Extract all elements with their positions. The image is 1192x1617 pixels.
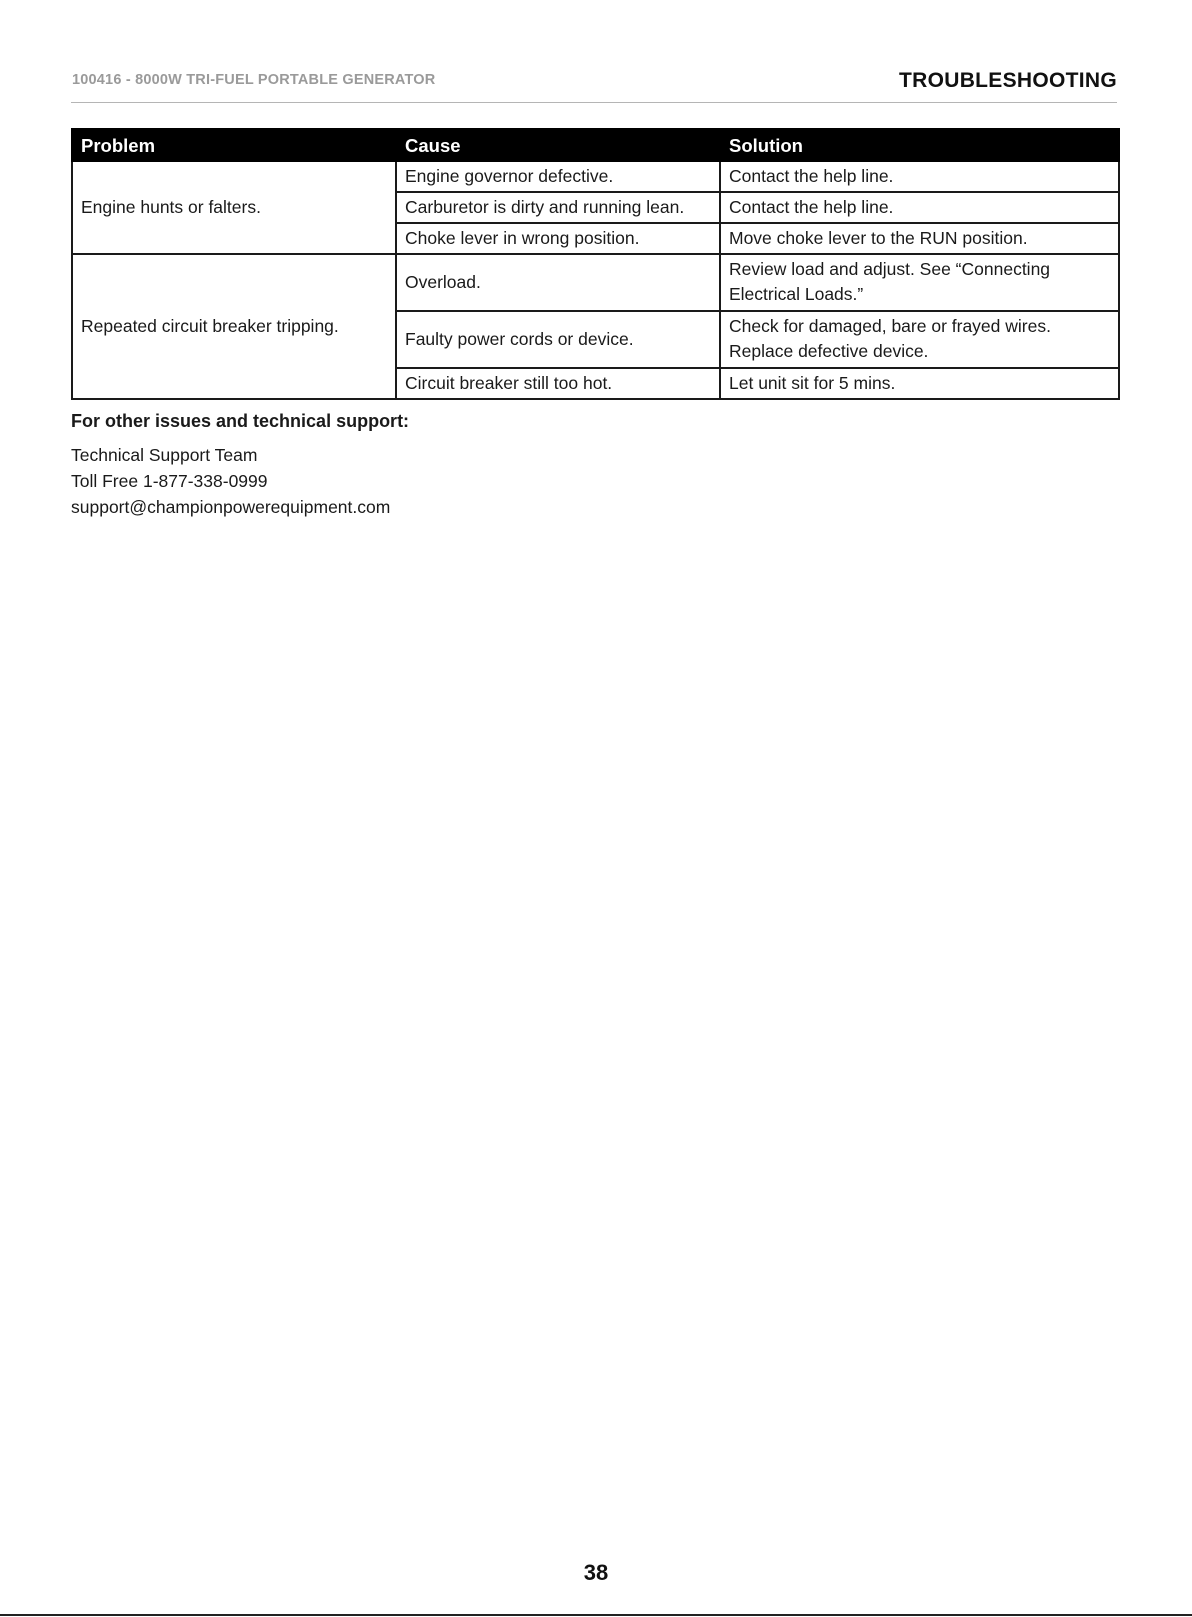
document-id: 100416 - 8000W TRI-FUEL PORTABLE GENERATOR — [72, 72, 436, 88]
support-heading: For other issues and technical support: — [71, 411, 410, 431]
header-problem: Problem — [72, 129, 396, 161]
problem-cell: Engine hunts or falters. — [72, 161, 396, 254]
solution-cell: Contact the help line. — [720, 192, 1119, 223]
table-row — [72, 161, 1119, 192]
support-team: Technical Support Team — [71, 445, 258, 465]
cause-cell: Choke lever in wrong position. — [396, 223, 720, 254]
solution-cell: Review load and adjust. See “Connecting Electrical Loads.” — [720, 254, 1119, 311]
support-email: support@championpowerequipment.com — [71, 497, 391, 517]
section-title: TROUBLESHOOTING — [899, 69, 1117, 92]
troubleshooting-table — [71, 128, 1120, 400]
header-cause: Cause — [396, 129, 720, 161]
solution-cell: Let unit sit for 5 mins. — [720, 368, 1119, 399]
cause-cell: Carburetor is dirty and running lean. — [396, 192, 720, 223]
bottom-rule — [0, 1614, 1192, 1616]
page-number: 38 — [583, 1560, 609, 1585]
page-header — [71, 66, 1117, 103]
problem-cell: Repeated circuit breaker tripping. — [72, 254, 396, 399]
support-section — [71, 408, 409, 520]
header-solution: Solution — [720, 129, 1119, 161]
solution-cell: Contact the help line. — [720, 161, 1119, 192]
cause-cell: Circuit breaker still too hot. — [396, 368, 720, 399]
cause-cell: Overload. — [396, 254, 720, 311]
table-row — [72, 254, 1119, 311]
support-phone: Toll Free 1-877-338-0999 — [71, 471, 268, 491]
solution-cell: Move choke lever to the RUN position. — [720, 223, 1119, 254]
cause-cell: Engine governor defective. — [396, 161, 720, 192]
table-header-row — [72, 129, 1119, 161]
cause-cell: Faulty power cords or device. — [396, 311, 720, 368]
solution-cell: Check for damaged, bare or frayed wires. Replace defective device. — [720, 311, 1119, 368]
